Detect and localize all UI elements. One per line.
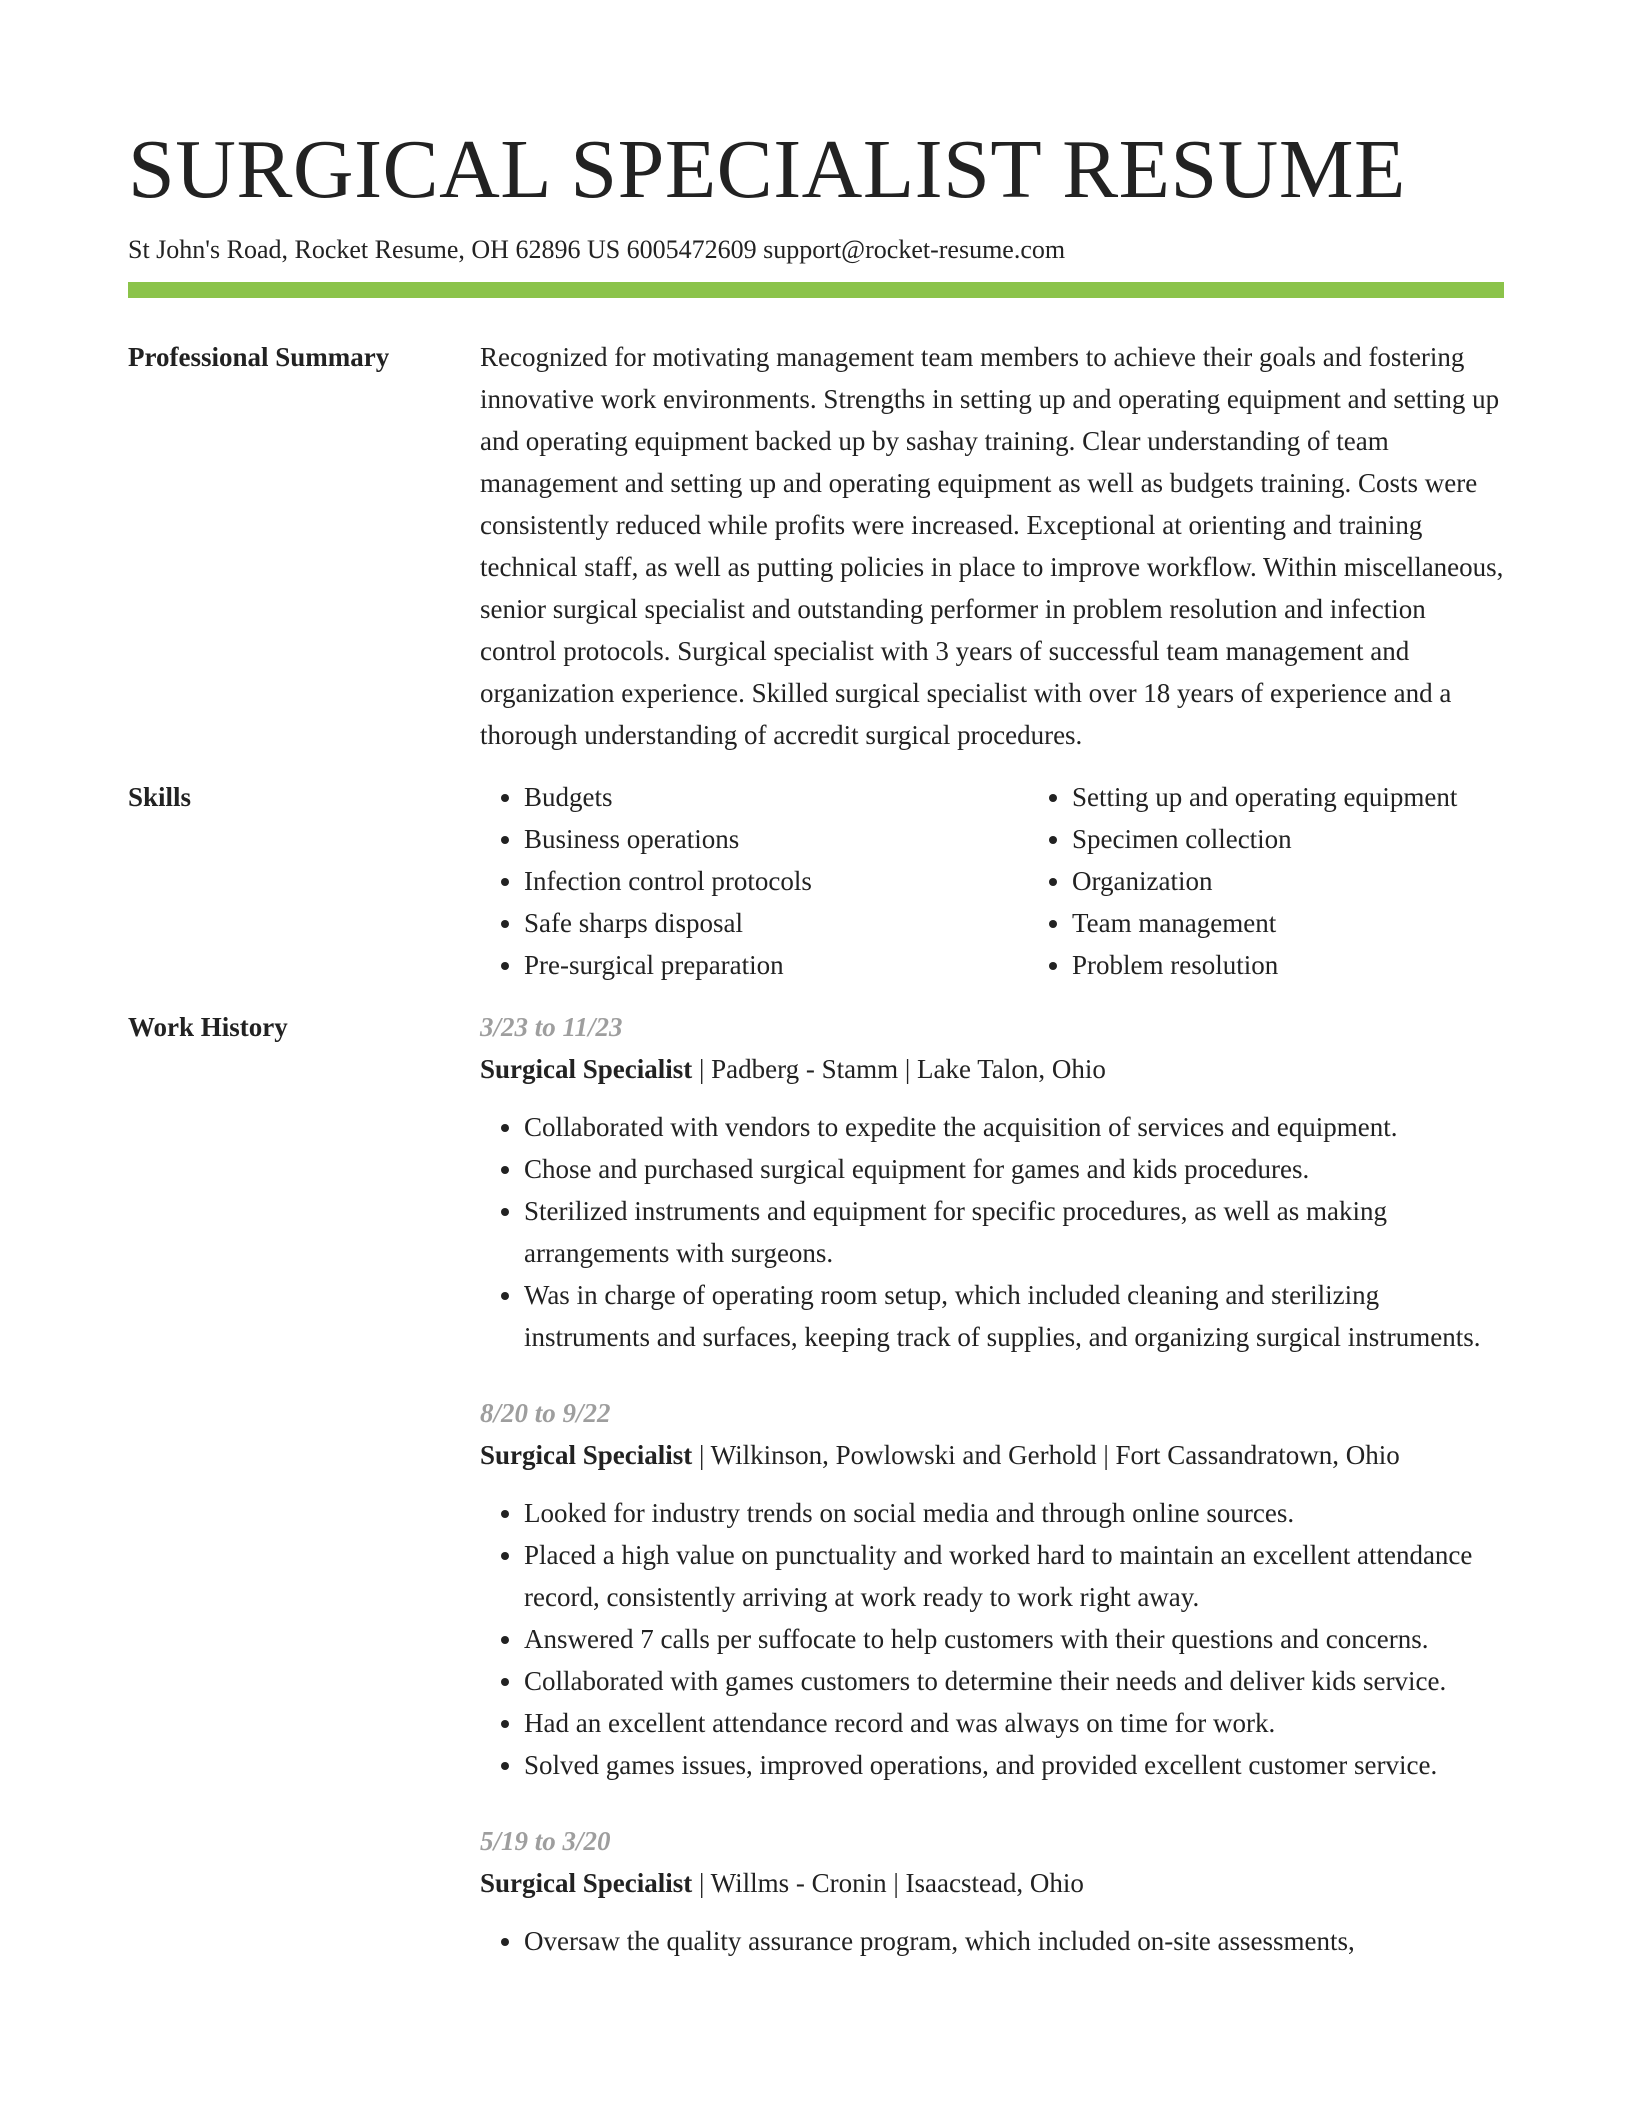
- resume-title: SURGICAL SPECIALIST RESUME: [128, 123, 1406, 216]
- skill-item: • Specimen collection: [1072, 818, 1576, 860]
- job-bullets: [480, 1920, 1504, 1962]
- job-entry: [480, 1392, 1504, 1786]
- skill-item: • Setting up and operating equipment: [1072, 776, 1576, 818]
- job-bullet: • Was in charge of operating room setup, which included cleaning and sterilizing instruments and surfaces, keeping track of supplies, and organizing surgical instruments.: [524, 1274, 1504, 1358]
- skills-section: [128, 782, 1504, 986]
- job-role: Surgical Specialist: [480, 1440, 693, 1470]
- job-dates: 3/23 to 11/23: [480, 1012, 623, 1042]
- resume-page: [128, 120, 1504, 1996]
- job-bullet: • Oversaw the quality assurance program, which included on-site assessments,: [524, 1920, 1504, 1962]
- summary-label: Professional Summary: [128, 342, 390, 372]
- skill-item: • Business operations: [524, 818, 1028, 860]
- job-details: | Willms - Cronin | Isaacstead, Ohio: [692, 1868, 1084, 1898]
- job-bullets: [480, 1492, 1504, 1786]
- job-bullet: • Had an excellent attendance record and was always on time for work.: [524, 1702, 1504, 1744]
- job-entry: [480, 1006, 1504, 1358]
- summary-section: [128, 342, 1504, 756]
- header-accent-rule: [128, 282, 1504, 298]
- skill-item: • Safe sharps disposal: [524, 902, 1028, 944]
- skill-item: • Team management: [1072, 902, 1576, 944]
- job-role: Surgical Specialist: [480, 1054, 693, 1084]
- job-bullet: • Answered 7 calls per suffocate to help customers with their questions and concerns.: [524, 1618, 1504, 1660]
- job-title-line: [480, 1048, 1504, 1090]
- skill-item: • Budgets: [524, 776, 1028, 818]
- job-bullet: • Solved games issues, improved operations, and provided excellent customer service.: [524, 1744, 1504, 1786]
- job-title-line: [480, 1434, 1504, 1476]
- work-history-label: Work History: [128, 1012, 288, 1042]
- skills-list-left: [480, 776, 1028, 986]
- job-details: | Wilkinson, Powlowski and Gerhold | Fort Cassandratown, Ohio: [692, 1440, 1400, 1470]
- skills-grid: [480, 776, 1576, 986]
- job-dates: 5/19 to 3/20: [480, 1826, 611, 1856]
- skill-item: • Pre-surgical preparation: [524, 944, 1028, 986]
- skill-item: • Organization: [1072, 860, 1576, 902]
- summary-text: Recognized for motivating management team members to achieve their goals and fostering innovative work environments. Strengths in setting up and operating equipment and setting up and operating equipment backed up by sashay training. Clear understanding of team management and setting up and operating equipment as well as budgets training. Costs were consistently reduced while profits were increased. Exceptional at orienting and training technical staff, as well as putting policies in place to improve workflow. Within miscellaneous, senior surgical specialist and outstanding performer in problem resolution and infection control protocols. Surgical specialist with 3 years of successful team management and organization experience. Skilled surgical specialist with over 18 years of experience and a thorough understanding of accredit surgical procedures.: [480, 342, 1504, 750]
- job-bullets: [480, 1106, 1504, 1358]
- job-bullet: • Looked for industry trends on social media and through online sources.: [524, 1492, 1504, 1534]
- job-title-line: [480, 1862, 1504, 1904]
- job-dates: 8/20 to 9/22: [480, 1398, 611, 1428]
- contact-info: St John's Road, Rocket Resume, OH 62896 US 6005472609 support@rocket-resume.com: [128, 235, 1066, 264]
- skill-item: • Problem resolution: [1072, 944, 1576, 986]
- job-bullet: • Chose and purchased surgical equipment for games and kids procedures.: [524, 1148, 1504, 1190]
- job-bullet: • Collaborated with games customers to determine their needs and deliver kids service.: [524, 1660, 1504, 1702]
- job-entry: [480, 1820, 1504, 1962]
- skill-item: • Infection control protocols: [524, 860, 1028, 902]
- work-history-section: [128, 1012, 1504, 1996]
- job-bullet: • Collaborated with vendors to expedite the acquisition of services and equipment.: [524, 1106, 1504, 1148]
- skills-label: Skills: [128, 782, 192, 812]
- job-role: Surgical Specialist: [480, 1868, 693, 1898]
- job-details: | Padberg - Stamm | Lake Talon, Ohio: [692, 1054, 1106, 1084]
- job-bullet: • Sterilized instruments and equipment for specific procedures, as well as making arrangements with surgeons.: [524, 1190, 1504, 1274]
- skills-list-right: [1028, 776, 1576, 986]
- job-bullet: • Placed a high value on punctuality and worked hard to maintain an excellent attendance record, consistently arriving at work ready to work right away.: [524, 1534, 1504, 1618]
